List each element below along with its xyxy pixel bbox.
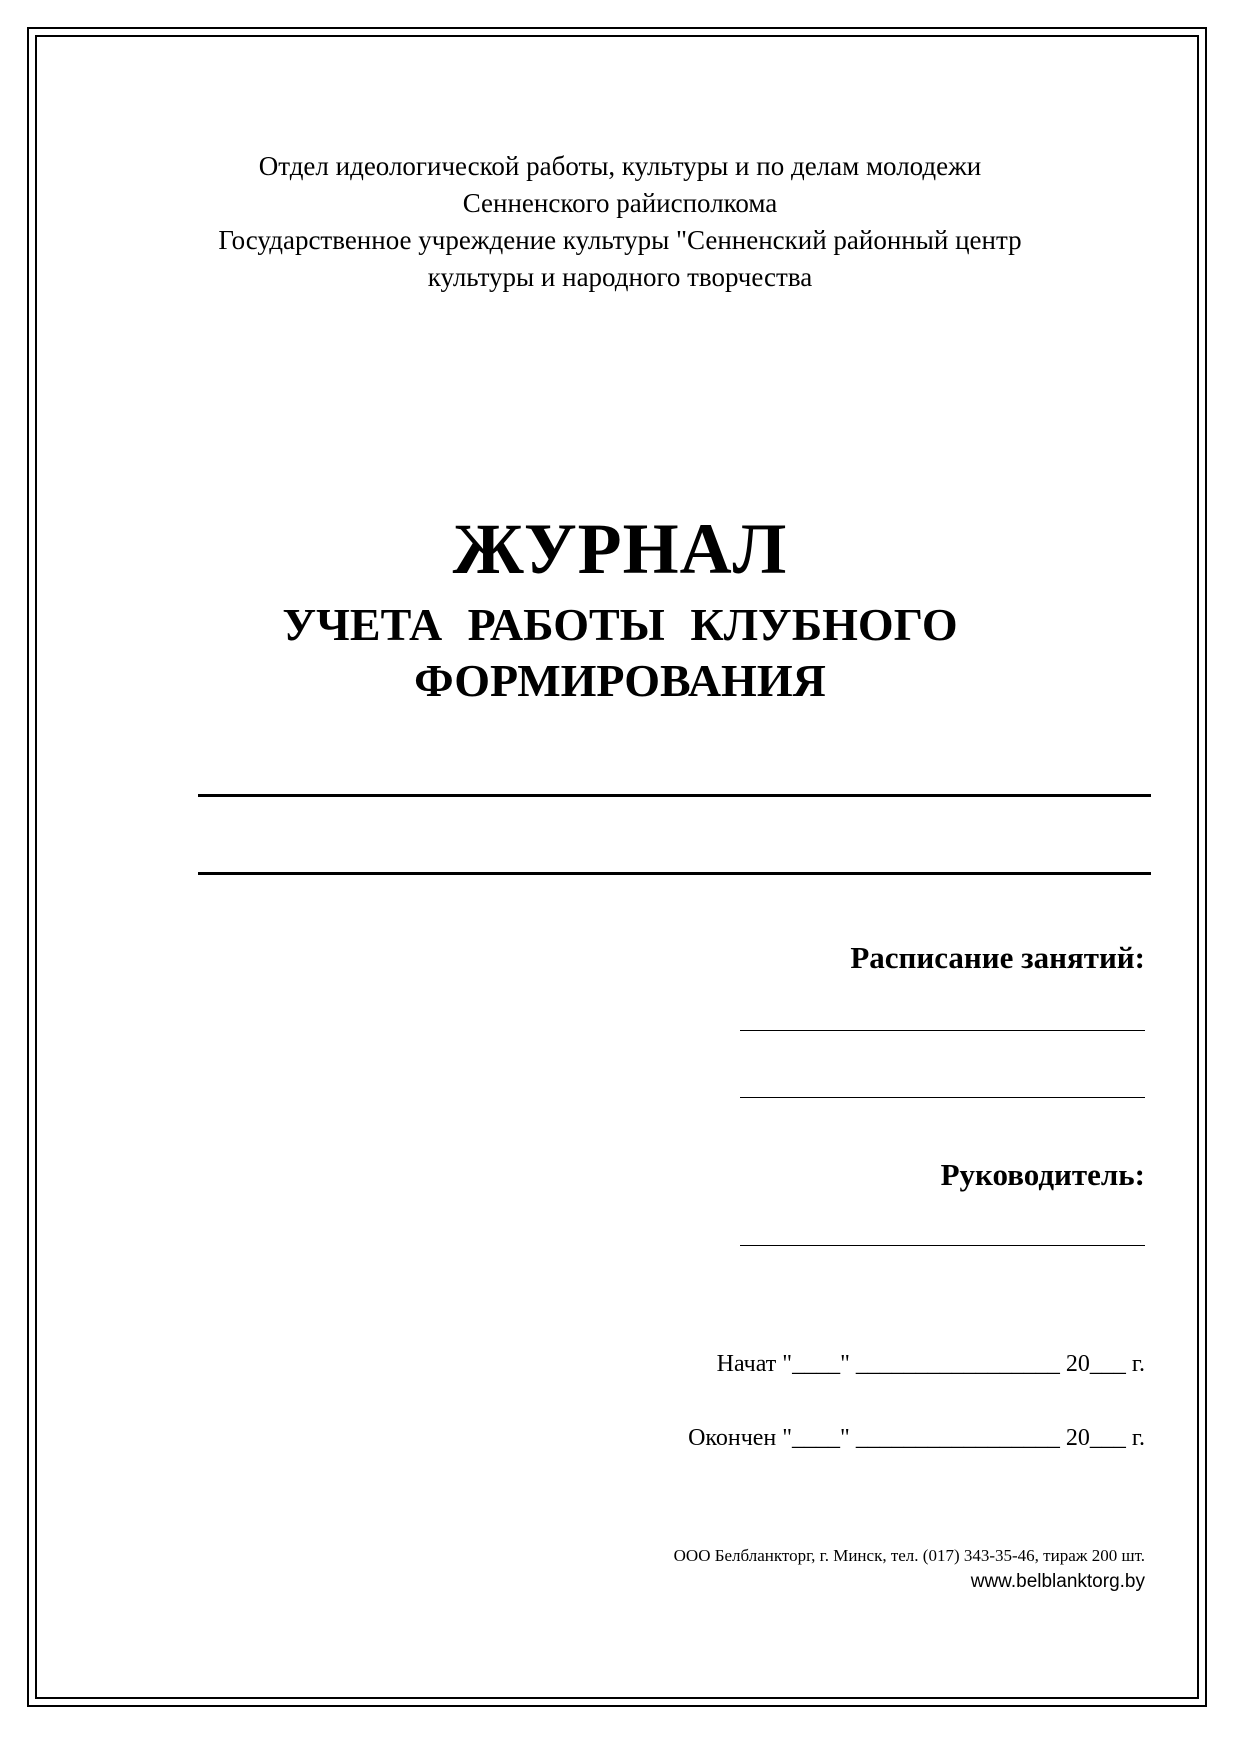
club-name-line-2 xyxy=(198,872,1151,875)
header-line-3: Государственное учреждение культуры "Сенненский районный центр xyxy=(218,225,1022,255)
subtitle-line-2: ФОРМИРОВАНИЯ xyxy=(414,655,826,706)
leader-blank-line xyxy=(740,1245,1145,1246)
schedule-blank-line-2 xyxy=(740,1097,1145,1098)
publisher-footer xyxy=(674,1543,1145,1595)
header-line-4: культуры и народного творчества xyxy=(427,262,813,292)
journal-subtitle xyxy=(100,597,1140,709)
club-name-line-1 xyxy=(198,794,1151,797)
header-line-2: Сенненского райисполкома xyxy=(462,188,778,218)
leader-label: Руководитель: xyxy=(940,1157,1145,1192)
publisher-website: www.belblanktorg.by xyxy=(970,1571,1145,1592)
finished-date-line: Окончен "____" _________________ 20___ г. xyxy=(688,1425,1145,1451)
schedule-blank-line-1 xyxy=(740,1030,1145,1031)
publisher-info: ООО Белбланкторг, г. Минск, тел. (017) 343-35-46, тираж 200 шт. xyxy=(673,1546,1145,1565)
started-date-line: Начат "____" _________________ 20___ г. xyxy=(716,1351,1145,1377)
subtitle-line-1: УЧЕТА РАБОТЫ КЛУБНОГО xyxy=(282,599,958,650)
header-line-1: Отдел идеологической работы, культуры и по делам молодежи xyxy=(258,151,982,181)
schedule-label: Расписание занятий: xyxy=(850,940,1145,975)
journal-title: ЖУРНАЛ xyxy=(452,509,788,589)
organization-header xyxy=(120,148,1120,296)
